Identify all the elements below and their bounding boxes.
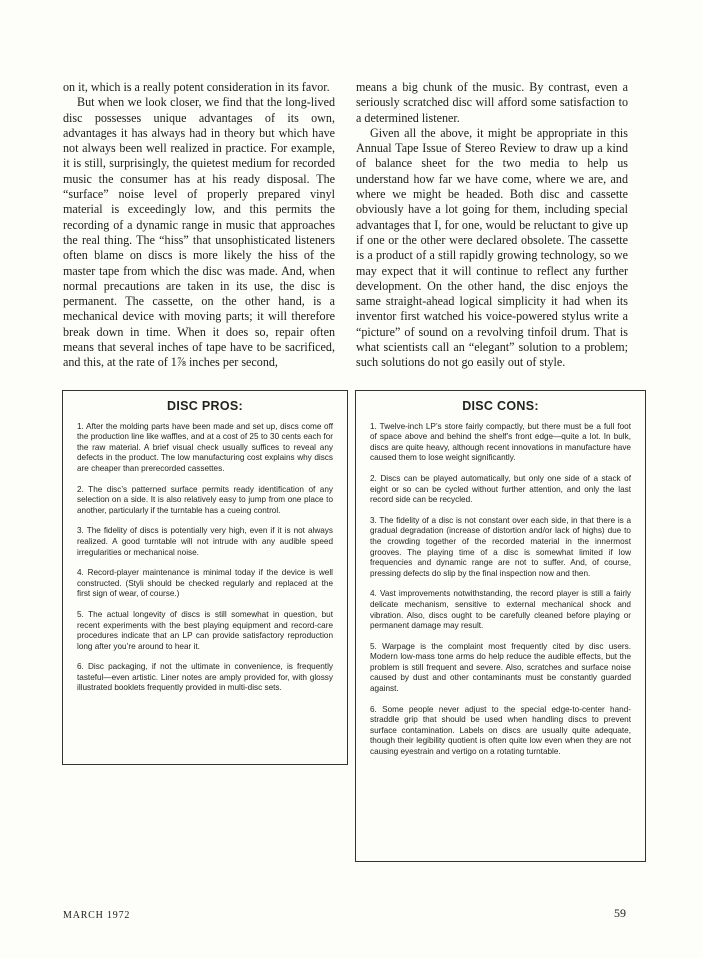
page-number: 59 bbox=[614, 906, 626, 920]
disc-pros-box bbox=[62, 390, 348, 765]
pros-item: 6. Disc packaging, if not the ultimate in convenience, is frequently tasteful—even artistic. Liner notes are amply provided for, with glossy illustrated booklets frequently provided in multi-disc sets. bbox=[77, 662, 333, 693]
article-paragraph: But when we look closer, we find that the long-lived disc possesses unique advantages of its own, advantages it has always had in theory but which have not always been well realized in practice. For example, it is still, surprisingly, the quietest medium for recorded music the consumer has at his ready disposal. The “surface” noise level of properly prepared vinyl material is exceedingly low, and this permits the recording of a dynamic range in music that approaches the real thing. The “hiss” that unsophisticated listeners often blame on discs is more likely the hiss of the master tape from which the disc was made. And, when normal precautions are taken in its use, the disc is permanent. The cassette, on the other hand, is a mechanical device with moving parts; it will therefore break down in time. When it does so, repair often means that several inches of tape have to be sacrificed, and this, at the rate of 1⅞ inches per second, bbox=[63, 95, 335, 370]
pros-item: 2. The disc’s patterned surface permits ready identification of any selection on a side. It is also relatively easy to jump from one place to another, particularly if the turntable has a cueing control. bbox=[77, 484, 333, 515]
article-column-left bbox=[63, 80, 335, 371]
article-column-right bbox=[356, 80, 628, 371]
pros-item: 1. After the molding parts have been made and set up, discs come off the production line like waffles, and at a cost of 25 to 30 cents each for the raw material. A brief visual check usually suffices to reveal any defects in the product. The low manufacturing cost explains why discs are cheaper than prerecorded cassettes. bbox=[77, 421, 333, 473]
pros-item: 5. The actual longevity of discs is still somewhat in question, but recent experiments with the best playing equipment and record-care procedures indicate that an LP can provide satisfactory reproduction long after you’re around to hear it. bbox=[77, 609, 333, 651]
article-paragraph: Given all the above, it might be appropriate in this Annual Tape Issue of Stereo Review to draw up a kind of balance sheet for the two media to help us understand how far we have come, where we are, and where we might be headed. Both disc and cassette obviously have a lot going for them, including special advantages that I, for one, would be reluctant to give up if one or the other were declared obsolete. The cassette is a product of a still rapidly growing technology, so we may expect that it will continue to reflect any further development. On the other hand, the disc enjoys the same straight-ahead logical simplicity it had when its inventor first watched his voice-powered stylus write a “picture” of sound on a revolving tinfoil drum. That is what scientists call an “elegant” solution to a problem; such solutions do not go easily out of style. bbox=[356, 125, 628, 370]
pros-item: 4. Record-player maintenance is minimal today if the device is well constructed. (Styli should be checked regularly and replaced at the first sign of wear, of course.) bbox=[77, 568, 333, 599]
cons-item: 4. Vast improvements notwithstanding, the record player is still a fairly delicate mechanism, sensitive to external mechanical shock and vibration. Also, discs ought to be carefully cleaned before playing or permanent damage may result. bbox=[370, 589, 631, 631]
cons-item: 1. Twelve-inch LP’s store fairly compactly, but there must be a full foot of space above and behind the shelf’s front edge—quite a lot. In bulk, discs are quite heavy, although recent innovations in manufacture have caused them to lose weight significantly. bbox=[370, 421, 631, 463]
pros-item: 3. The fidelity of discs is potentially very high, even if it is not always realized. A good turntable will not intrude with any audible speed irregularities or mechanical noise. bbox=[77, 526, 333, 557]
cons-item: 5. Warpage is the complaint most frequently cited by disc users. Modern low-mass tone arms do help reduce the audible effects, but the problem is still frequent and severe. Also, scratches and surface noise caused by dust and other contaminants must be constantly guarded against. bbox=[370, 641, 631, 694]
cons-item: 2. Discs can be played automatically, but only one side of a stack of eight or so can be cycled without further attention, and only the last record side can be recycled. bbox=[370, 473, 631, 505]
cons-item: 6. Some people never adjust to the special edge-to-center hand-straddle grip that should be used when handling discs to prevent surface contamination. Labels on discs are usually quite adequate, though their legibility quotient is often quite low even when they are not causing eyestrain and vertigo on a rotating turntable. bbox=[370, 704, 631, 757]
cons-item: 3. The fidelity of a disc is not constant over each side, in that there is a gradual degradation (increase of distortion and/or lack of highs) due to the crowding together of the recorded material in the innermost grooves. The playing time of a disc is somewhat limited if low frequencies and dynamic range are not to suffer. And, of course, pressing defects do slip by the final inspection now and then. bbox=[370, 515, 631, 578]
article-paragraph: on it, which is a really potent consideration in its favor. bbox=[63, 80, 330, 94]
issue-date: MARCH 1972 bbox=[63, 910, 131, 921]
disc-cons-box bbox=[355, 390, 646, 862]
article-paragraph: means a big chunk of the music. By contrast, even a seriously scratched disc will afford some satisfaction to a determined listener. bbox=[356, 80, 628, 125]
pros-title: DISC PROS: bbox=[167, 399, 243, 413]
cons-title: DISC CONS: bbox=[462, 399, 539, 413]
